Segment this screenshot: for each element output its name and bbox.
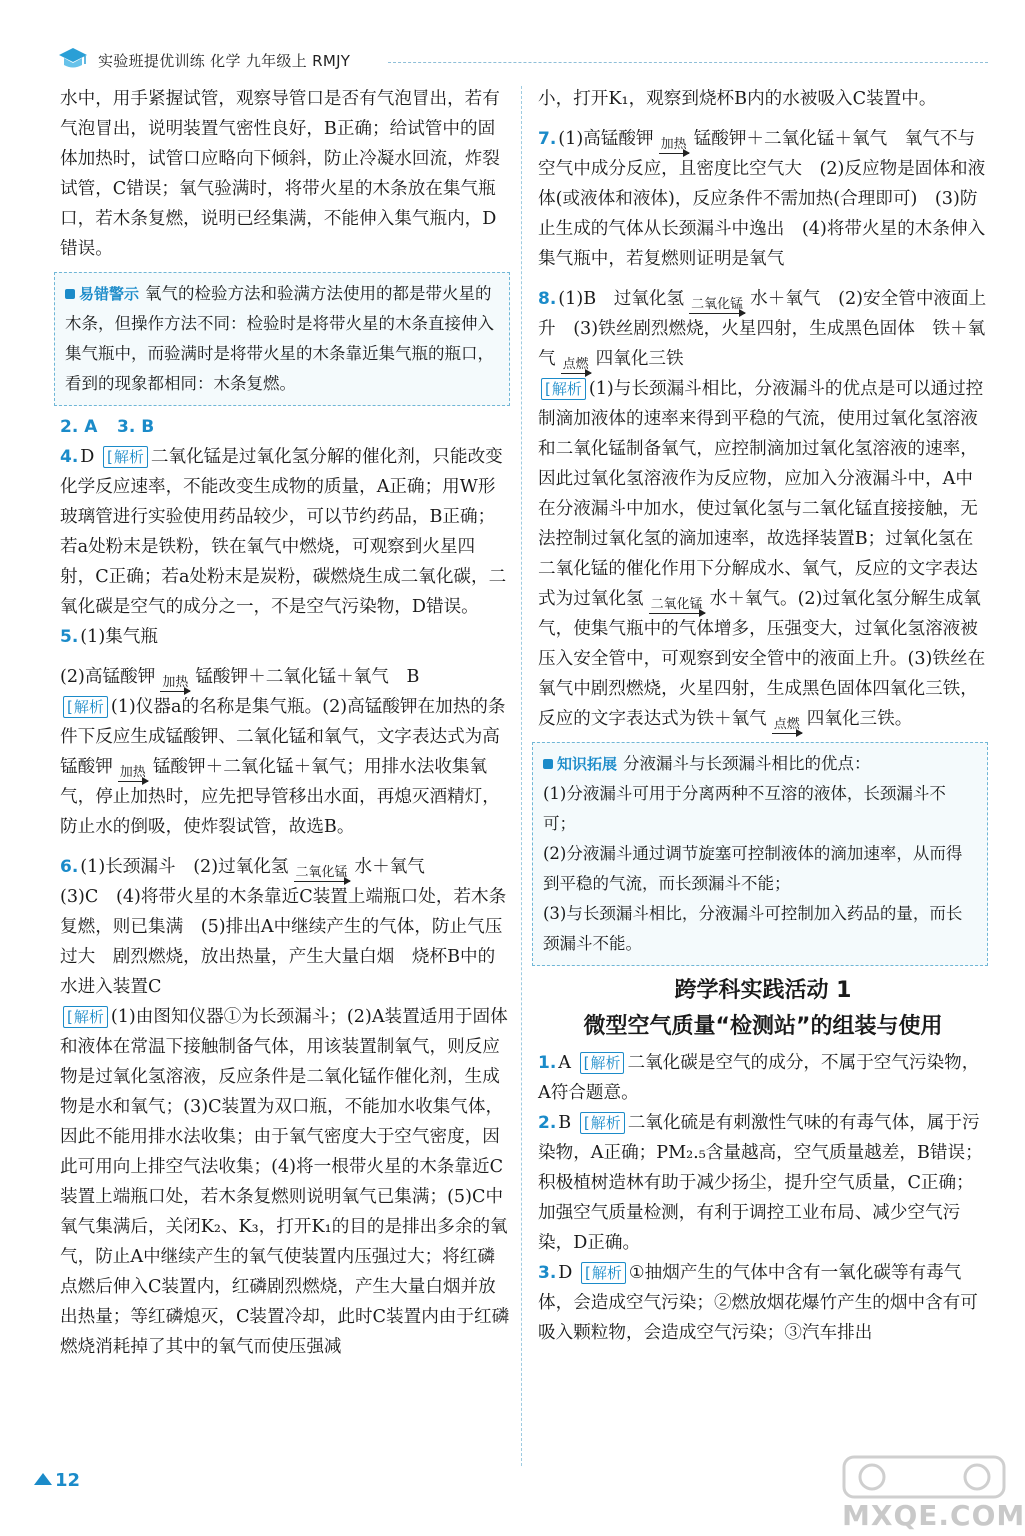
answer-7: 7. (1)高锰酸钾 加热 锰酸钾＋二氧化锰＋氧气 氧气不与空气中成分反应，且密度比空气大 (2)反应物是固体和液体(或液体和液体)，反应条件不需加热(合理即可) (3)防止生成的气体从长颈漏斗中逸出 (4)将带火星的木条伸入集气瓶中，若复燃则证明是氧气 <box>538 129 986 269</box>
answer-5: 5. (1)集气瓶 <box>60 627 159 647</box>
watermark-icon <box>842 1455 1012 1499</box>
label-square-icon <box>543 759 553 769</box>
right-column <box>538 84 988 1348</box>
error-warning-text: 氧气的检验方法和验满方法使用的都是带火星的木条，但操作方法不同：检验时是将带火星的木条直接伸入集气瓶中，而验满时是将带火星的木条靠近集气瓶的瓶口，看到的现象都相同：木条复燃。 <box>65 284 494 393</box>
knowledge-point-1: (1)分液漏斗可用于分离两种不互溶的液体，长颈漏斗不可； <box>543 784 946 833</box>
knowledge-extension-box: 知识拓展 分液漏斗与长颈漏斗相比的优点： (1)分液漏斗可用于分离两种不互溶的液体，长颈漏斗不可； (2)分液漏斗通过调节旋塞可控制液体的滴加速率，从而得到平稳的气流，而长颈漏斗不能； (3)与长颈漏斗相比，分液漏斗可控制加入药品的量，而长颈漏斗不能。 <box>532 742 988 966</box>
analysis-tag: [ 解析 <box>580 1052 625 1074</box>
answer-6-analysis: [ 解析 (1)由图知仪器①为长颈漏斗；(2)A装置适用于固体和液体在常温下接触制备气体，用该装置制氧气，则反应物是过氧化氢溶液，反应条件是二氧化锰作催化剂，生成物是水和氧气；(3)C装置为双口瓶，不能加水收集气体，因此不能用排水法收集；由于氧气密度大于空气密度，因此可用向上排空气法收集；(4)将一根带火星的木条靠近C装置上端瓶口处，若木条复燃则说明氧气已集满；(5)C中氧气集满后，关闭K₂、K₃，打开K₁的目的是排出多余的氧气，防止A中继续产生的氧气使装置内压强过大；将红磷点燃后伸入C装置内，红磷剧烈燃烧，产生大量白烟并放出热量；等红磷熄灭，C装置冷却，此时C装置内由于红磷燃烧消耗掉了其中的氧气而使压强减 <box>60 1002 510 1362</box>
label-square-icon <box>65 289 75 299</box>
reaction-arrow: 二氧化锰 <box>295 865 348 880</box>
error-warning-box <box>54 272 510 406</box>
answer-2: 2. A <box>60 417 98 437</box>
left-column <box>60 84 510 1362</box>
answer-8-analysis: [ 解析 (1)与长颈漏斗相比，分液漏斗的优点是可以通过控制滴加液体的速率来得到平稳的气流，使用过氧化氢溶液和二氧化锰制备氧气，应控制滴加过氧化氢溶液的速率，因此过氧化氢溶液作为反应物，应加入分液漏斗中，A中在分液漏斗中加水，使过氧化氢与二氧化锰直接接触，无法控制过氧化氢的滴加速率，故选择装置B；过氧化氢在二氧化锰的催化作用下分解成水、氧气，反应的文字表达式为过氧化氢 二氧化锰 水＋氧气。(2)过氧化氢分解生成氧气，使集气瓶中的气体增多，压强变大，过氧化氢溶液被压入安全管中，可观察到安全管中的液面上升。(3)铁丝在氧气中剧烈燃烧，火星四射，生成黑色固体四氧化三铁，反应的文字表达式为铁＋氧气 点燃 四氧化三铁。 <box>538 374 988 734</box>
column-divider <box>521 86 522 1466</box>
analysis-tag: [ 解析 <box>63 696 108 718</box>
reaction-arrow: 加热 <box>162 675 189 690</box>
knowledge-extension-label: 知识拓展 <box>543 755 617 773</box>
answer-2-3 <box>60 412 510 442</box>
reaction-arrow: 点燃 <box>773 717 800 732</box>
analysis-tag: [ 解析 <box>103 446 148 468</box>
watermark-text: MXQE.COM <box>842 1499 1025 1532</box>
book-logo-icon <box>58 46 88 72</box>
answer-8: 8. (1)B 过氧化氢 二氧化锰 水＋氧气 (2)安全管中液面上升 (3)铁丝剧烈燃烧，火星四射，生成黑色固体 铁＋氧气 点燃 四氧化三铁 <box>538 289 987 372</box>
error-warning-label: 易错警示 <box>65 285 139 303</box>
page-arrow-icon <box>34 1473 52 1485</box>
answer-6-continuation: 小，打开K₁，观察到烧杯B内的水被吸入C装置中。 <box>538 89 937 109</box>
answer-6: 6. (1)长颈漏斗 (2)过氧化氢 二氧化锰 水＋氧气 <box>60 857 425 880</box>
answer-5-equation: (2)高锰酸钾 加热 锰酸钾＋二氧化锰＋氧气 B <box>60 667 420 690</box>
watermark-logo <box>842 1455 1025 1532</box>
reaction-arrow: 二氧化锰 <box>691 297 744 312</box>
section-title: 跨学科实践活动 1 <box>674 978 852 1003</box>
header-title: 实验班提优训练 化学 九年级上 RMJY <box>98 52 351 70</box>
reaction-arrow: 二氧化锰 <box>650 597 703 612</box>
knowledge-point-3: (3)与长颈漏斗相比，分液漏斗可控制加入药品的量，而长颈漏斗不能。 <box>543 904 963 953</box>
answer-4: 4. D [ 解析 二氧化锰是过氧化氢分解的催化剂，只能改变化学反应速率，不能改变生成物的质量，A正确；用W形玻璃管进行实验使用药品较少，可以节约药品，B正确；若a处粉末是铁粉，铁在氧气中燃烧，可观察到火星四射，C正确；若a处粉末是炭粉，碳燃烧生成二氧化碳，二氧化碳是空气的成分之一，不是空气污染物，D错误。 <box>60 442 510 622</box>
answer-3: 3. B <box>116 417 155 437</box>
reaction-arrow: 加热 <box>660 137 687 152</box>
activity-answer-3: 3. D [ 解析 ①抽烟产生的气体中含有一氧化碳等有毒气体，会造成空气污染；②燃放烟花爆竹产生的烟中含有可吸入颗粒物，会造成空气污染；③汽车排出 <box>538 1258 988 1348</box>
answer-continuation: 水中，用手紧握试管，观察导管口是否有气泡冒出，若有气泡冒出，说明装置气密性良好，B正确；给试管中的固体加热时，试管口应略向下倾斜，防止冷凝水回流，炸裂试管，C错误；氧气验满时，将带火星的木条放在集气瓶口，若木条复燃，说明已经集满，不能伸入集气瓶内，D错误。 <box>60 89 500 259</box>
page-header <box>58 44 988 80</box>
reaction-arrow: 加热 <box>119 765 146 780</box>
analysis-tag: [ 解析 <box>581 1262 626 1284</box>
reaction-arrow: 点燃 <box>562 357 589 372</box>
answer-6-parts: (3)C (4)将带火星的木条靠近C装置上端瓶口处，若木条复燃，则已集满 (5)排出A中继续产生的气体，防止气压过大 剧烈燃烧，放出热量，产生大量白烟 烧杯B中的水进入装置C <box>60 887 507 997</box>
analysis-tag: [ 解析 <box>541 378 586 400</box>
header-rule <box>388 62 988 63</box>
activity-answer-2: 2. B [ 解析 二氧化硫是有刺激性气味的有毒气体，属于污染物，A正确；PM₂.₅含量越高，空气质量越差，B错误；积极植树造林有助于减少扬尘，提升空气质量，C正确；加强空气质量检测，有利于调控工业布局、减少空气污染，D正确。 <box>538 1108 988 1258</box>
answer-5-analysis: [ 解析 (1)仪器a的名称是集气瓶。(2)高锰酸钾在加热的条件下反应生成锰酸钾、二氧化锰和氧气，文字表达式为高锰酸钾 加热 锰酸钾＋二氧化锰＋氧气；用排水法收集氧气，停止加热时，应先把导管移出水面，再熄灭酒精灯，防止水的倒吸，使炸裂试管，故选B。 <box>60 692 510 842</box>
analysis-tag: [ 解析 <box>580 1112 625 1134</box>
analysis-tag: [ 解析 <box>63 1006 108 1028</box>
page-number: 12 <box>34 1470 80 1491</box>
knowledge-point-2: (2)分液漏斗通过调节旋塞可控制液体的滴加速率，从而得到平稳的气流，而长颈漏斗不能； <box>543 844 963 893</box>
section-subtitle: 微型空气质量“检测站”的组装与使用 <box>583 1014 943 1039</box>
activity-answer-1: 1. A [ 解析 二氧化碳是空气的成分，不属于空气污染物，A符合题意。 <box>538 1048 988 1108</box>
